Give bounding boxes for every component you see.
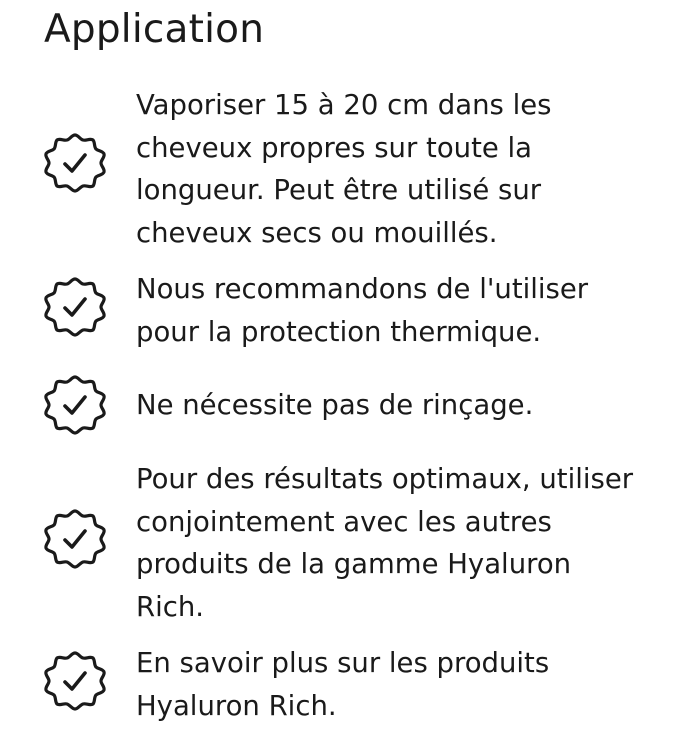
- list-item-text: Nous recommandons de l'utiliser pour la protection thermique.: [136, 273, 589, 348]
- badge-check-icon: [42, 506, 108, 572]
- badge-check-icon: [42, 372, 108, 438]
- list-item-text: Pour des résultats optimaux, utiliser conjointement avec les autres produits de la gamme Hyaluron Rich.: [136, 463, 634, 623]
- list-item-text: Vaporiser 15 à 20 cm dans les cheveux propres sur toute la longueur. Peut être utilisé sur cheveux secs ou mouillés.: [136, 89, 552, 249]
- list-item-text: En savoir plus sur les produits Hyaluron Rich.: [136, 647, 550, 722]
- list-item-text: Ne nécessite pas de rinçage.: [136, 389, 534, 421]
- badge-check-icon: [42, 130, 108, 196]
- badge-check-icon: [42, 274, 108, 340]
- section-title: Application: [44, 7, 265, 52]
- badge-check-icon: [42, 648, 108, 714]
